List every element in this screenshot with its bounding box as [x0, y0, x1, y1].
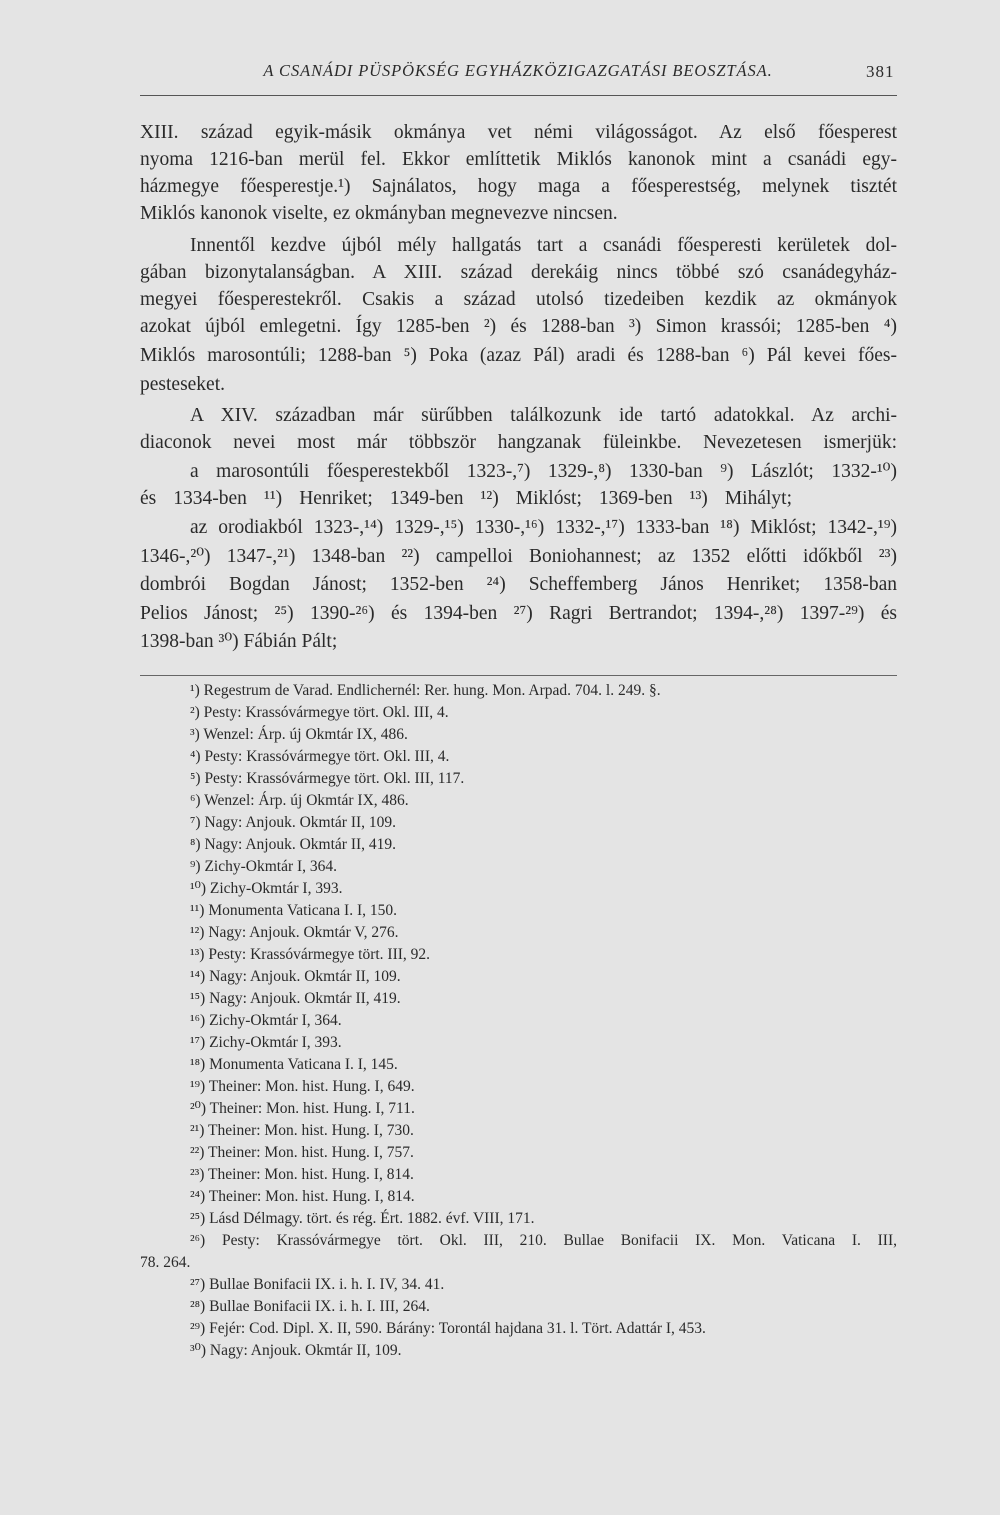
text-line: nyoma 1216-ban merül fel. Ekkor említtetik Miklós kanonok mint a csanádi egy- — [140, 149, 897, 170]
text-line: dombrói Bogdan Jánost; 1352-ben ²⁴) Scheffemberg János Henriket; 1358-ban — [140, 574, 897, 595]
footnote: ²⁷) Bullae Bonifacii IX. i. h. I. IV, 34. 41. — [190, 1276, 445, 1293]
footnote: ¹⁷) Zichy-Okmtár I, 393. — [190, 1034, 342, 1051]
footnote: ¹⁴) Nagy: Anjouk. Okmtár II, 109. — [190, 968, 401, 985]
running-head: A CSANÁDI PÜSPÖKSÉG EGYHÁZKÖZIGAZGATÁSI BEOSZTÁSA. — [263, 61, 773, 80]
footnote: ²⁶) Pesty: Krassóvármegye tört. Okl. III, 210. Bullae Bonifacii IX. Mon. Vaticana I. III, — [190, 1232, 897, 1249]
footnote-rule — [140, 675, 897, 676]
footnote: ¹¹) Monumenta Vaticana I. I, 150. — [190, 902, 398, 919]
footnote: ²¹) Theiner: Mon. hist. Hung. I, 730. — [190, 1122, 414, 1139]
footnote: ²³) Theiner: Mon. hist. Hung. I, 814. — [190, 1166, 414, 1183]
footnote: ¹⁶) Zichy-Okmtár I, 364. — [190, 1012, 342, 1029]
text-line: gában bizonytalanságban. A XIII. század derekáig nincs többé szó csanádegyház- — [140, 262, 897, 283]
text-line: Innentől kezdve újból mély hallgatás tart a csanádi főesperesti kerületek dol- — [190, 235, 897, 256]
footnote: ²⁵) Lásd Délmagy. tört. és rég. Ért. 1882. évf. VIII, 171. — [190, 1210, 535, 1227]
text-line: Miklós kanonok viselte, ez okmányban megnevezve nincsen. — [140, 203, 618, 224]
text-line: Pelios Jánost; ²⁵) 1390-²⁶) és 1394-ben ²⁷) Ragri Bertrandot; 1394-,²⁸) 1397-²⁹) és — [140, 603, 897, 624]
footnote: ¹⁸) Monumenta Vaticana I. I, 145. — [190, 1056, 398, 1073]
text-line: megyei főesperestekről. Csakis a század utolsó tizedeiben kezdik az okmányok — [140, 289, 897, 310]
footnote: ⁴) Pesty: Krassóvármegye tört. Okl. III, 4. — [190, 748, 450, 765]
text-line: diaconok nevei most már többször hangzanak füleinkbe. Nevezetesen ismerjük: — [140, 432, 897, 453]
footnote: ²²) Theiner: Mon. hist. Hung. I, 757. — [190, 1144, 414, 1161]
page-number: 381 — [866, 62, 895, 81]
footnote: ⁶) Wenzel: Árp. új Okmtár IX, 486. — [190, 792, 409, 809]
footnote: ²⁸) Bullae Bonifacii IX. i. h. I. III, 264. — [190, 1298, 430, 1315]
footnote: ²⁰) Theiner: Mon. hist. Hung. I, 711. — [190, 1100, 415, 1117]
footnote: ¹⁹) Theiner: Mon. hist. Hung. I, 649. — [190, 1078, 415, 1095]
text-line: a marosontúli főesperestekből 1323-,⁷) 1329-,⁸) 1330-ban ⁹) Lászlót; 1332-¹⁰) — [190, 461, 897, 482]
header-rule — [140, 95, 897, 96]
footnote: ²⁴) Theiner: Mon. hist. Hung. I, 814. — [190, 1188, 415, 1205]
footnote: ¹⁵) Nagy: Anjouk. Okmtár II, 419. — [190, 990, 401, 1007]
footnote: ¹) Regestrum de Varad. Endlichernél: Rer. hung. Mon. Arpad. 704. l. 249. §. — [190, 682, 661, 699]
text-line: az orodiakból 1323-,¹⁴) 1329-,¹⁵) 1330-,¹⁶) 1332-,¹⁷) 1333-ban ¹⁸) Miklóst; 1342-,¹⁹) — [190, 517, 897, 538]
footnote: ²) Pesty: Krassóvármegye tört. Okl. III, 4. — [190, 704, 449, 721]
footnote: ⁷) Nagy: Anjouk. Okmtár II, 109. — [190, 814, 397, 831]
footnote: ²⁹) Fejér: Cod. Dipl. X. II, 590. Bárány: Torontál hajdana 31. l. Tört. Adattár I, 453. — [190, 1320, 706, 1337]
text-line: 1346-,²⁰) 1347-,²¹) 1348-ban ²²) campelloi Boniohannest; az 1352 előtti időkből ²³) — [140, 546, 897, 567]
footnote: ³) Wenzel: Árp. új Okmtár IX, 486. — [190, 726, 408, 743]
footnote: ¹⁰) Zichy-Okmtár I, 393. — [190, 880, 343, 897]
text-line: pesteseket. — [140, 374, 226, 395]
footnote: ⁵) Pesty: Krassóvármegye tört. Okl. III, 117. — [190, 770, 465, 787]
footnote: ⁸) Nagy: Anjouk. Okmtár II, 419. — [190, 836, 397, 853]
text-line: 1398-ban ³⁰) Fábián Pált; — [140, 631, 338, 652]
text-line: házmegye főesperestje.¹) Sajnálatos, hogy maga a főesperestség, melynek tisztét — [140, 176, 897, 197]
text-line: A XIV. században már sürűbben találkozunk ide tartó adatokkal. Az archi- — [190, 405, 897, 426]
text-line: és 1334-ben ¹¹) Henriket; 1349-ben ¹²) Miklóst; 1369-ben ¹³) Mihályt; — [140, 488, 792, 509]
text-line: azokat újból emlegetni. Így 1285-ben ²) és 1288-ban ³) Simon krassói; 1285-ben ⁴) — [140, 316, 897, 337]
footnote: ¹³) Pesty: Krassóvármegye tört. III, 92. — [190, 946, 431, 963]
footnote: ³⁰) Nagy: Anjouk. Okmtár II, 109. — [190, 1342, 402, 1359]
footnote: ⁹) Zichy-Okmtár I, 364. — [190, 858, 338, 875]
text-line: Miklós marosontúli; 1288-ban ⁵) Poka (azaz Pál) aradi és 1288-ban ⁶) Pál kevei főes- — [140, 345, 897, 366]
footnote: ¹²) Nagy: Anjouk. Okmtár V, 276. — [190, 924, 399, 941]
footnote-continuation: 78. 264. — [140, 1254, 191, 1271]
text-line: XIII. század egyik-másik okmánya vet némi világosságot. Az első főesperest — [140, 122, 897, 143]
